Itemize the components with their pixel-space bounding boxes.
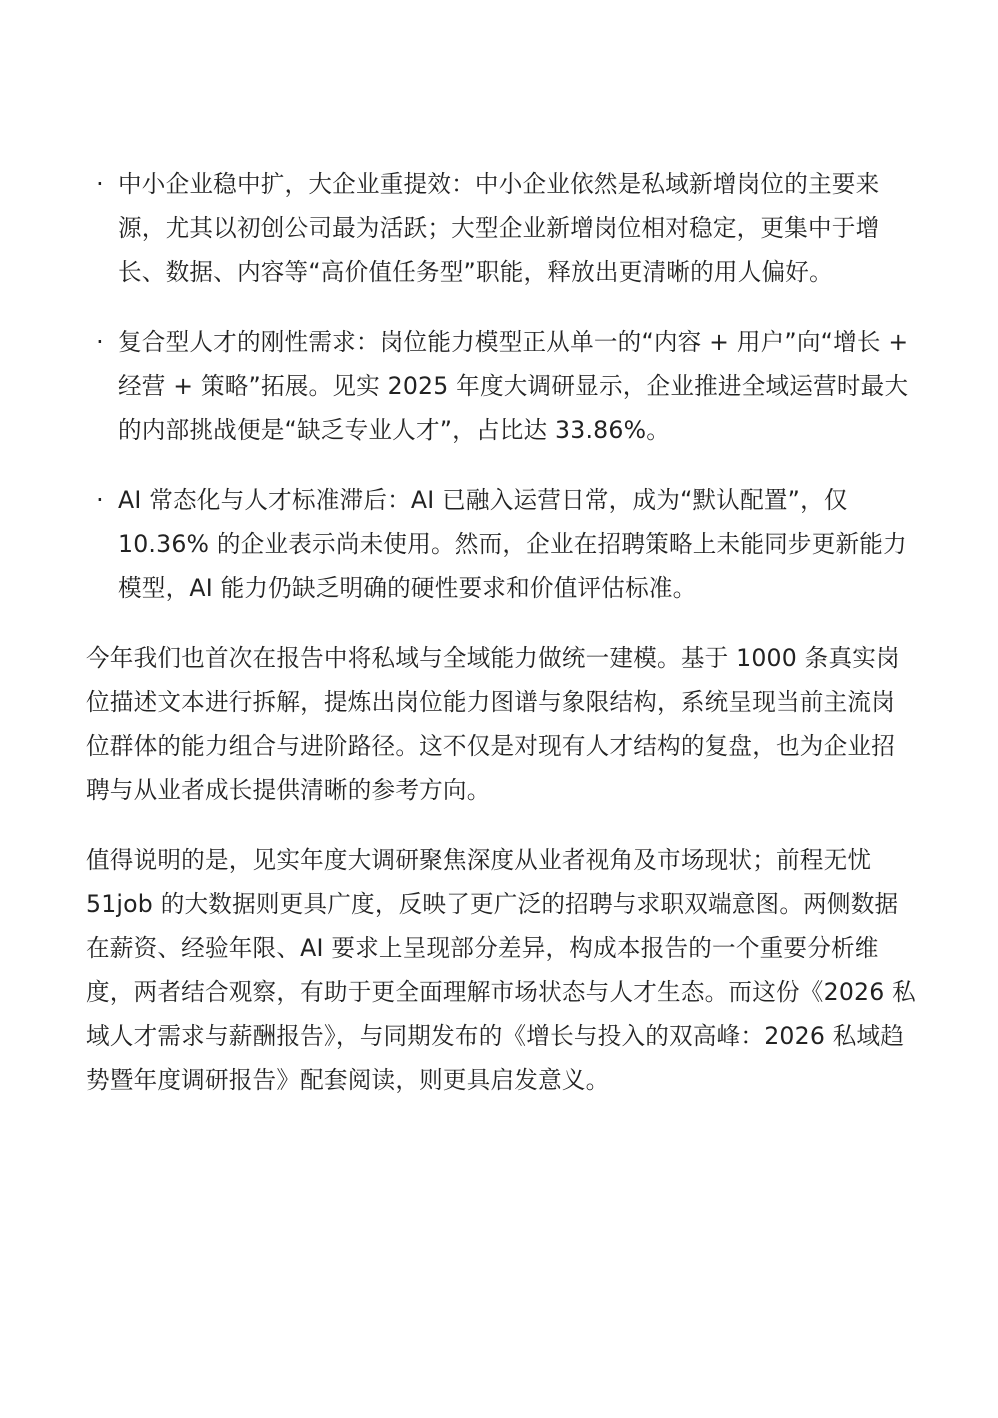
body-paragraph: 值得说明的是，见实年度大调研聚焦深度从业者视角及市场现状；前程无忧 51job 的大数据则更具广度，反映了更广泛的招聘与求职双端意图。两侧数据在薪资、经验年限、AI 要求上呈现部分差异，构成本报告的一个重要分析维度，两者结合观察，有助于更全面理解市场状态与人才生态。而这份《2026 私域人才需求与薪酬报告》，与同期发布的《增长与投入的双高峰：2026 私域趋势暨年度调研报告》配套阅读，则更具启发意义。 <box>86 846 916 1094</box>
document-body <box>86 162 916 1128</box>
bullet-text: AI 常态化与人才标准滞后：AI 已融入运营日常，成为“默认配置”，仅 10.36% 的企业表示尚未使用。然而，企业在招聘策略上未能同步更新能力模型，AI 能力仍缺乏明确的硬性要求和价值评估标准。 <box>118 486 907 602</box>
bullet-dot: · <box>96 328 104 356</box>
bullet-dot: · <box>96 486 104 514</box>
bullet-item <box>86 320 916 452</box>
bullet-text: 中小企业稳中扩，大企业重提效：中小企业依然是私域新增岗位的主要来源，尤其以初创公司最为活跃；大型企业新增岗位相对稳定，更集中于增长、数据、内容等“高价值任务型”职能，释放出更清晰的用人偏好。 <box>118 170 880 286</box>
bullet-item <box>86 162 916 294</box>
bullet-dot: · <box>96 170 104 198</box>
body-paragraph: 今年我们也首次在报告中将私域与全域能力做统一建模。基于 1000 条真实岗位描述文本进行拆解，提炼出岗位能力图谱与象限结构，系统呈现当前主流岗位群体的能力组合与进阶路径。这不仅是对现有人才结构的复盘，也为企业招聘与从业者成长提供清晰的参考方向。 <box>86 644 900 804</box>
bullet-item <box>86 478 916 610</box>
bullet-text: 复合型人才的刚性需求：岗位能力模型正从单一的“内容 + 用户”向“增长 + 经营 + 策略”拓展。见实 2025 年度大调研显示，企业推进全域运营时最大的内部挑战便是“缺乏专业人才”，占比达 33.86%。 <box>118 328 909 444</box>
